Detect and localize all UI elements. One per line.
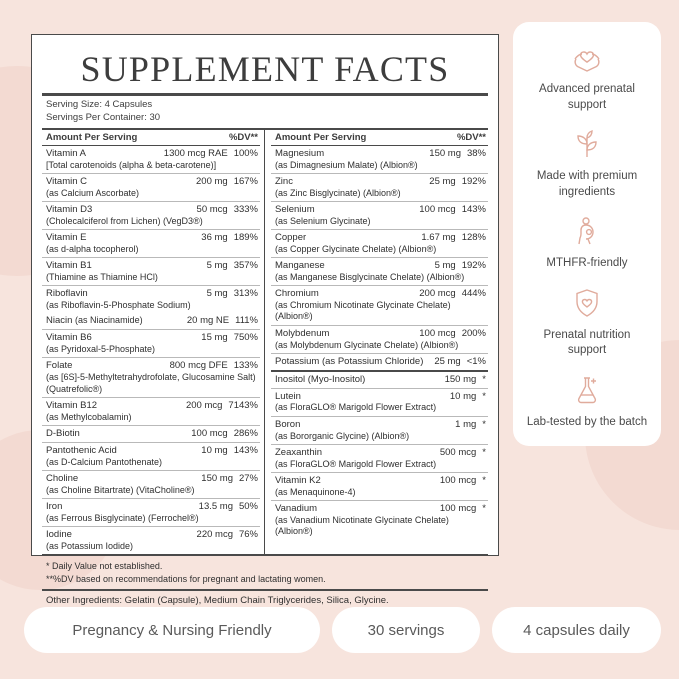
nutrient-name: Zinc bbox=[275, 175, 293, 187]
other-ingredients: Other Ingredients: Gelatin (Capsule), Medium Chain Triglycerides, Silica, Glycine. bbox=[46, 595, 389, 607]
nutrient-amount: 5 mg bbox=[206, 260, 228, 272]
serving-size: Serving Size: 4 Capsules bbox=[46, 99, 153, 110]
nutrient-dv: * bbox=[482, 446, 486, 458]
nutrient-dv: 333% bbox=[233, 203, 258, 215]
nutrient-row bbox=[271, 146, 488, 174]
nutrient-amount: 100 mcg bbox=[191, 427, 228, 439]
nutrient-row bbox=[42, 202, 260, 230]
nutrient-name: Vitamin E bbox=[46, 232, 87, 243]
nutrient-dv: * bbox=[482, 373, 486, 385]
nutrient-dv: 357% bbox=[233, 260, 258, 272]
nutrient-row bbox=[271, 202, 488, 230]
nutrient-name: D-Biotin bbox=[46, 427, 80, 439]
nutrient-dv: 750% bbox=[233, 332, 258, 344]
nutrient-name: Vitamin D3 bbox=[46, 203, 93, 215]
nutrient-source: (as Pyridoxal-5-Phosphate) bbox=[46, 344, 156, 355]
nutrient-source: (as FloraGLO® Marigold Flower Extract) bbox=[275, 458, 437, 469]
pill-pregnancy-nursing-friendly: Pregnancy & Nursing Friendly bbox=[24, 607, 320, 653]
nutrient-source: (as Vanadium Nicotinate Glycinate Chelate) (Albion®) bbox=[275, 514, 449, 537]
nutrient-source: (as Riboflavin-5-Phosphate Sodium) bbox=[46, 300, 191, 311]
nutrient-row bbox=[271, 354, 488, 372]
nutrient-source: (as Methylcobalamin) bbox=[46, 411, 132, 422]
nutrient-dv: * bbox=[482, 474, 486, 486]
nutrient-row bbox=[42, 527, 260, 554]
nutrient-dv: 133% bbox=[233, 360, 258, 372]
nutrient-amount: 36 mg bbox=[201, 232, 228, 243]
nutrient-dv: 128% bbox=[461, 232, 486, 243]
nutrient-source: (as Choline Bitartrate) (VitaCholine®) bbox=[46, 484, 195, 495]
nutrient-source: (as Zinc Bisglycinate) (Albion®) bbox=[275, 187, 401, 198]
benefit-item-prenatal-support bbox=[525, 36, 649, 113]
nutrient-dv: 7143% bbox=[228, 399, 258, 411]
nutrient-source: (as Selenium Glycinate) bbox=[275, 215, 371, 226]
nutrient-row bbox=[42, 286, 260, 313]
nutrient-name: Iodine bbox=[46, 529, 72, 541]
nutrient-source: (as Calcium Ascorbate) bbox=[46, 187, 140, 198]
nutrient-name: Riboflavin bbox=[46, 288, 88, 300]
nutrient-amount: 100 mcg bbox=[439, 503, 477, 514]
nutrient-source: (as d-alpha tocopherol) bbox=[46, 243, 139, 254]
nutrient-name: Vitamin A bbox=[46, 147, 86, 159]
nutrient-row bbox=[42, 146, 260, 174]
benefit-label: MTHFR-friendly bbox=[546, 257, 628, 270]
benefits-panel bbox=[513, 22, 661, 446]
nutrient-row bbox=[42, 358, 260, 397]
nutrient-row bbox=[271, 230, 488, 258]
nutrient-source: (as Manganese Bisglycinate Chelate) (Albion®) bbox=[275, 272, 465, 282]
nutrient-amount: 5 mg bbox=[434, 260, 456, 272]
nutrient-name: Chromium bbox=[275, 288, 319, 300]
benefit-item-mthfr-friendly bbox=[546, 210, 627, 272]
nutrient-row bbox=[42, 313, 260, 330]
heart-hands-icon bbox=[566, 36, 608, 78]
pill-capsules-daily: 4 capsules daily bbox=[492, 607, 661, 653]
serving-info bbox=[42, 96, 488, 128]
benefit-item-prenatal-nutrition bbox=[525, 282, 649, 359]
nutrient-amount: 500 mcg bbox=[439, 446, 477, 458]
nutrient-dv: 76% bbox=[238, 529, 258, 541]
nutrient-row bbox=[271, 473, 488, 501]
nutrient-dv: 286% bbox=[233, 427, 258, 439]
footnotes bbox=[42, 556, 488, 589]
nutrient-name: Vitamin B6 bbox=[46, 332, 92, 344]
nutrient-name: Vitamin B1 bbox=[46, 260, 92, 272]
nutrient-row bbox=[271, 445, 488, 473]
nutrient-amount: 10 mg bbox=[201, 444, 228, 456]
nutrient-amount: 150 mg bbox=[201, 472, 233, 484]
nutrient-name: Niacin (as Niacinamide) bbox=[46, 315, 143, 327]
nutrient-amount: 150 mg bbox=[444, 373, 477, 385]
nutrient-name: Potassium (as Potassium Chloride) bbox=[275, 355, 424, 367]
leaf-icon bbox=[566, 123, 608, 165]
lab-flask-icon bbox=[566, 369, 608, 411]
nutrient-amount: 200 mg bbox=[196, 175, 228, 187]
nutrient-name: Lutein bbox=[275, 390, 301, 402]
nutrient-row bbox=[271, 501, 488, 539]
supplement-facts-card bbox=[31, 34, 499, 607]
column-header-amount: Amount Per Serving bbox=[275, 131, 367, 143]
nutrient-row bbox=[42, 426, 260, 443]
nutrient-amount: 100 mcg bbox=[439, 474, 477, 486]
nutrient-dv: 200% bbox=[461, 327, 486, 339]
nutrient-name: Folate bbox=[46, 360, 73, 372]
footnote-daily-value: * Daily Value not established. bbox=[46, 561, 163, 572]
benefit-item-premium-ingredients bbox=[525, 123, 649, 200]
nutrient-dv: 444% bbox=[461, 288, 486, 300]
nutrient-row bbox=[271, 286, 488, 325]
nutrient-name: Copper bbox=[275, 232, 307, 243]
nutrient-source: (as Copper Glycinate Chelate) (Albion®) bbox=[275, 243, 437, 254]
nutrient-source: (as Ferrous Bisglycinate) (Ferrochel®) bbox=[46, 512, 199, 523]
nutrient-name: Zeaxanthin bbox=[275, 446, 323, 458]
nutrient-row bbox=[42, 471, 260, 499]
nutrient-amount: 200 mcg bbox=[419, 288, 456, 300]
nutrient-dv: 27% bbox=[238, 472, 258, 484]
nutrient-source: (as Niacinamide) bbox=[75, 315, 143, 326]
shield-heart-icon bbox=[566, 282, 608, 324]
nutrient-source: (as Bororganic Glycine) (Albion®) bbox=[275, 430, 410, 441]
nutrient-amount: 20 mg NE bbox=[186, 315, 230, 327]
nutrient-row bbox=[42, 230, 260, 258]
nutrient-name: Pantothenic Acid bbox=[46, 444, 117, 456]
nutrient-amount: 200 mcg bbox=[185, 399, 223, 411]
nutrient-dv: 167% bbox=[233, 175, 258, 187]
nutrient-source: (as Menaquinone-4) bbox=[275, 486, 356, 497]
nutrient-amount: 5 mg bbox=[206, 288, 228, 300]
nutrient-source: (as FloraGLO® Marigold Flower Extract) bbox=[275, 402, 437, 413]
pill-servings: 30 servings bbox=[332, 607, 480, 653]
benefit-label: Advanced prenatal support bbox=[539, 83, 635, 111]
nutrient-source: (as Chromium Nicotinate Glycinate Chelate) (Albion®) bbox=[275, 300, 451, 322]
nutrient-columns bbox=[42, 128, 488, 555]
nutrient-dv: 313% bbox=[233, 288, 258, 300]
footnote-dv-basis: **%DV based on recommendations for pregnant and lactating women. bbox=[46, 573, 326, 584]
nutrient-dv: * bbox=[482, 390, 486, 402]
nutrient-name: Vitamin C bbox=[46, 175, 88, 187]
nutrient-amount: 50 mcg bbox=[196, 203, 228, 215]
nutrient-name: Vanadium bbox=[275, 503, 318, 514]
nutrient-amount: 800 mcg DFE bbox=[169, 360, 228, 372]
nutrient-dv: * bbox=[482, 418, 486, 430]
nutrient-name: Iron bbox=[46, 501, 63, 512]
nutrient-source: (as Molybdenum Glycinate Chelate) (Albion®) bbox=[275, 339, 459, 350]
servings-per-container: Servings Per Container: 30 bbox=[46, 111, 161, 123]
nutrient-amount: 1.67 mg bbox=[421, 232, 456, 243]
nutrient-amount: 10 mg bbox=[449, 390, 477, 402]
nutrient-row bbox=[271, 417, 488, 445]
nutrient-dv: 143% bbox=[233, 444, 258, 456]
nutrient-dv: 192% bbox=[461, 260, 486, 272]
nutrient-source: (as [6S]-5-Methyltetrahydrofolate, Glucosamine Salt) (Quatrefolic®) bbox=[46, 372, 256, 394]
nutrient-amount: 25 mg bbox=[429, 175, 456, 187]
nutrient-source: [Total carotenoids (alpha & beta-carotene)] bbox=[46, 159, 217, 170]
nutrient-row bbox=[271, 258, 488, 286]
nutrient-name: Vitamin K2 bbox=[275, 474, 321, 486]
nutrient-row bbox=[42, 398, 260, 426]
nutrient-name: Selenium bbox=[275, 203, 315, 215]
nutrient-row bbox=[42, 174, 260, 202]
nutrient-amount: 25 mg bbox=[434, 355, 461, 367]
nutrient-row bbox=[42, 330, 260, 358]
nutrient-name: Choline bbox=[46, 472, 79, 484]
nutrient-column-right bbox=[265, 130, 488, 555]
nutrient-name: Inositol (Myo-Inositol) bbox=[275, 373, 366, 385]
nutrient-amount: 220 mcg bbox=[196, 529, 233, 541]
nutrient-dv: <1% bbox=[466, 355, 486, 367]
pregnant-woman-icon bbox=[566, 210, 608, 252]
nutrient-dv: 111% bbox=[235, 315, 258, 327]
nutrient-source: (as Dimagnesium Malate) (Albion®) bbox=[275, 159, 418, 170]
nutrient-source: (Thiamine as Thiamine HCl) bbox=[46, 272, 158, 282]
nutrient-row bbox=[271, 389, 488, 417]
nutrient-amount: 13.5 mg bbox=[198, 501, 233, 512]
column-header-dv: %DV** bbox=[228, 131, 258, 143]
benefit-label: Made with premium ingredients bbox=[536, 170, 638, 198]
nutrient-row bbox=[271, 326, 488, 354]
nutrient-source: (Cholecalciferol from Lichen) (VegD3®) bbox=[46, 215, 203, 226]
nutrient-name: Manganese bbox=[275, 260, 325, 272]
nutrient-dv: 38% bbox=[466, 147, 486, 159]
nutrient-dv: 192% bbox=[461, 175, 486, 187]
nutrient-amount: 100 mcg bbox=[419, 327, 456, 339]
benefit-label: Prenatal nutrition support bbox=[543, 328, 631, 357]
nutrient-dv: 143% bbox=[461, 203, 486, 215]
nutrient-column-left bbox=[42, 130, 265, 555]
benefit-item-lab-tested bbox=[527, 369, 647, 431]
nutrient-source: (as D-Calcium Pantothenate) bbox=[46, 456, 163, 467]
nutrient-row bbox=[271, 372, 488, 389]
nutrient-source: (as Potassium Iodide) bbox=[46, 541, 134, 551]
column-header-amount: Amount Per Serving bbox=[46, 131, 138, 143]
nutrient-name: Molybdenum bbox=[275, 327, 330, 339]
nutrient-dv: 189% bbox=[233, 232, 258, 243]
nutrient-dv: 100% bbox=[233, 147, 258, 159]
nutrient-name: Boron bbox=[275, 418, 301, 430]
nutrient-row bbox=[271, 174, 488, 202]
nutrient-row bbox=[42, 499, 260, 527]
nutrient-amount: 150 mg bbox=[429, 147, 461, 159]
benefit-label: Lab-tested by the batch bbox=[526, 415, 648, 428]
column-header-left bbox=[42, 130, 260, 146]
nutrient-row bbox=[42, 443, 260, 471]
column-header-right bbox=[271, 130, 488, 146]
highlight-pills bbox=[24, 607, 661, 653]
nutrient-dv: * bbox=[482, 503, 486, 514]
nutrient-amount: 1 mg bbox=[455, 418, 477, 430]
nutrient-amount: 100 mcg bbox=[419, 203, 456, 215]
nutrient-name: Vitamin B12 bbox=[46, 399, 98, 411]
nutrient-amount: 15 mg bbox=[201, 332, 228, 344]
page-title: SUPPLEMENT FACTS bbox=[80, 49, 450, 89]
column-header-dv: %DV** bbox=[456, 131, 486, 143]
nutrient-row bbox=[42, 258, 260, 286]
nutrient-name: Magnesium bbox=[275, 147, 325, 159]
nutrient-dv: 50% bbox=[238, 501, 258, 512]
nutrient-amount: 1300 mcg RAE bbox=[163, 147, 228, 159]
